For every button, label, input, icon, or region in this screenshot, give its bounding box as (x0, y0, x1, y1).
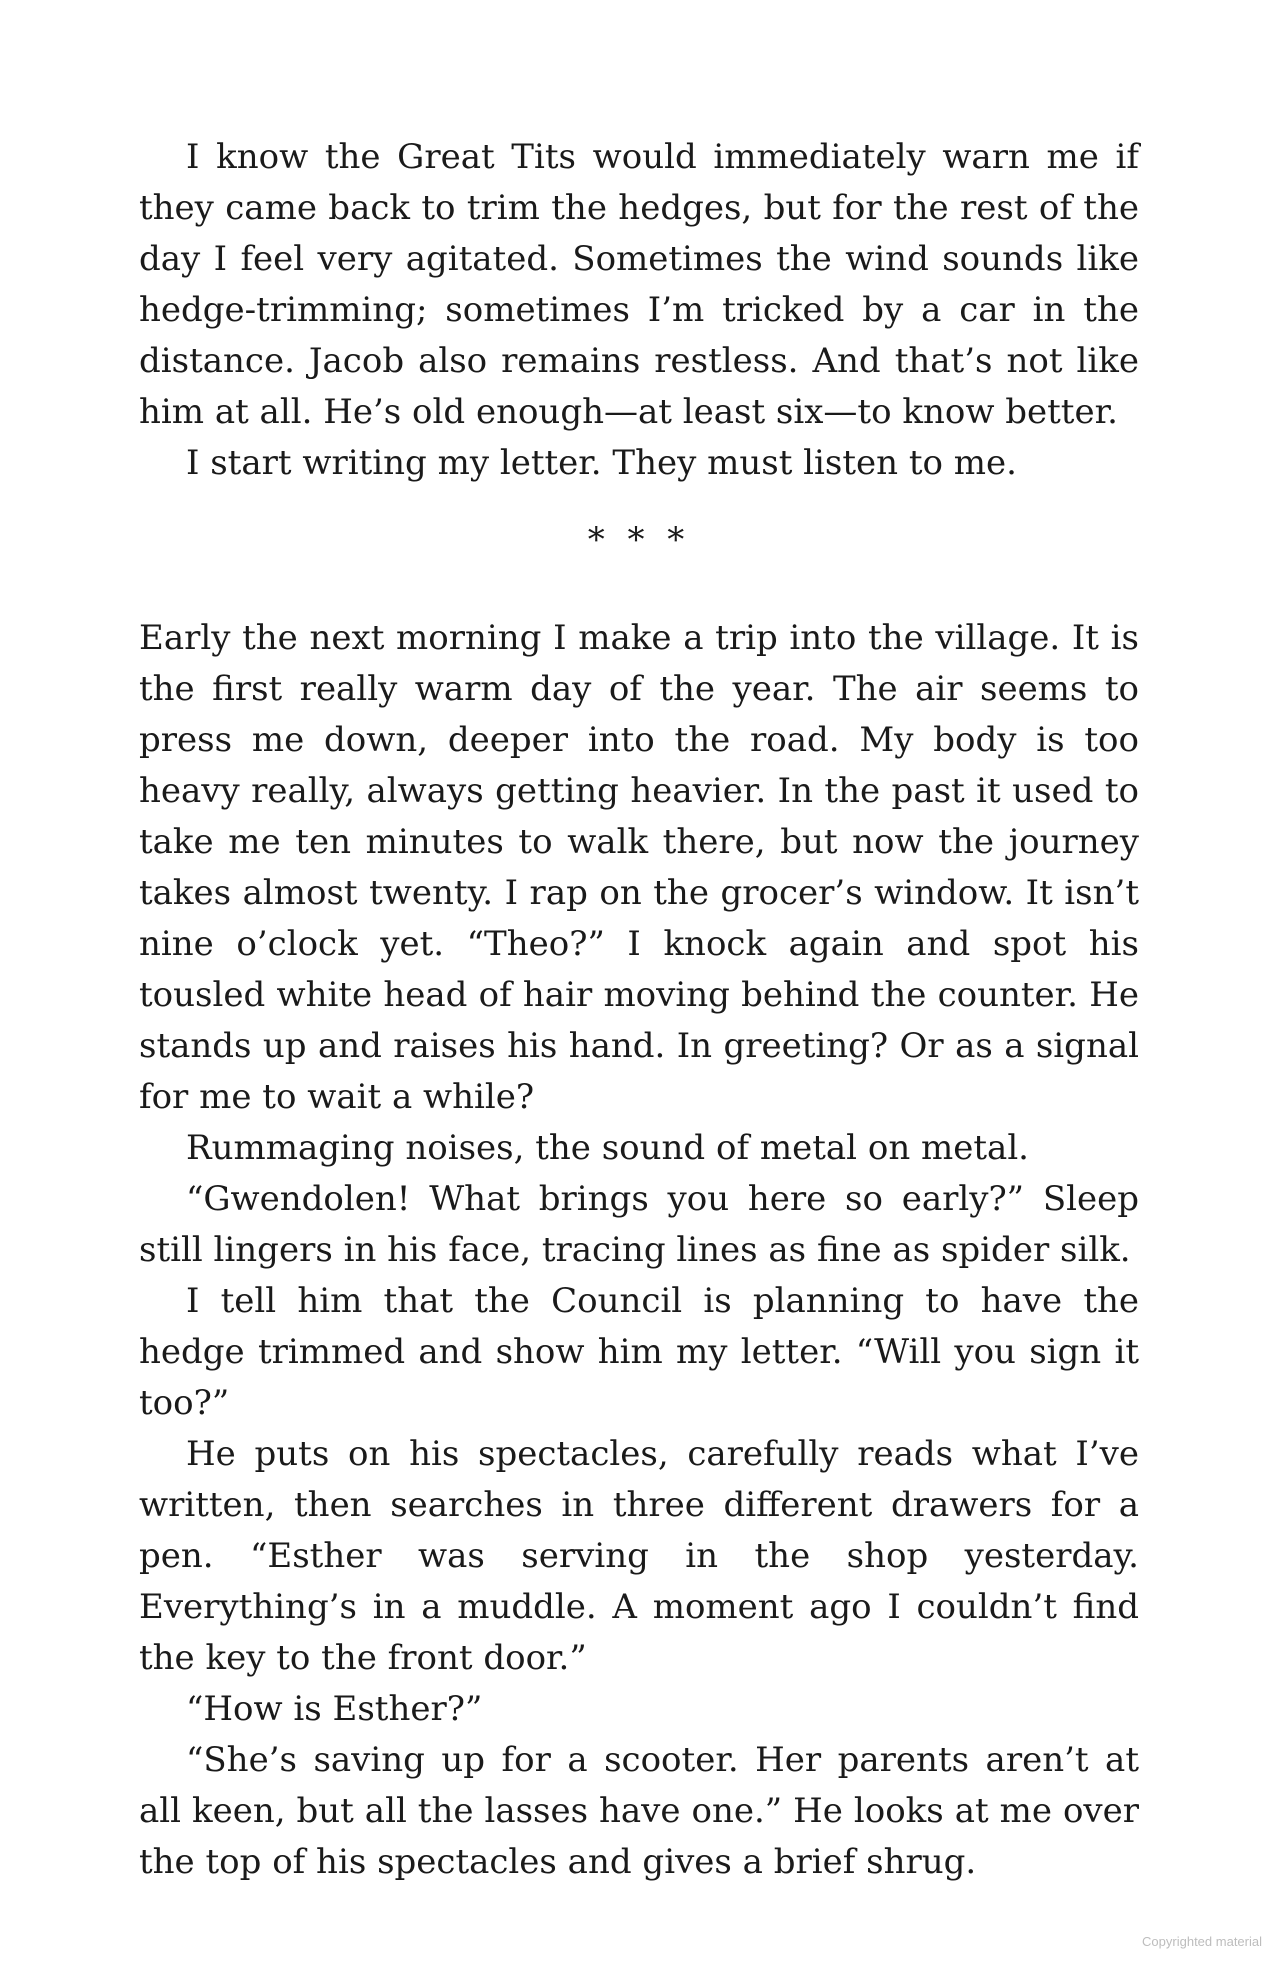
paragraph: I tell him that the Council is planning to have the hedge trimmed and show him my letter. “Will you sign it too?” (139, 1281, 1139, 1423)
book-page (139, 132, 1139, 1888)
paragraph: Early the next morning I make a trip into the village. It is the first really warm day of the year. The air seems to press me down, deeper into the road. My body is too heavy really, always getting heavier. In the past it used to take me ten minutes to walk there, but now the journey takes almost twenty. I rap on the grocer’s window. It isn’t nine o’clock yet. “Theo?” I knock again and spot his tousled white head of hair moving behind the counter. He stands up and raises his hand. In greeting? Or as a signal for me to wait a while? (139, 618, 1139, 1117)
scene-break: * * * (587, 520, 691, 560)
paragraph: I start writing my letter. They must listen to me. (186, 443, 1017, 483)
paragraph: He puts on his spectacles, carefully reads what I’ve written, then searches in three different drawers for a pen. “Esther was serving in the shop yesterday. Everything’s in a muddle. A moment ago I couldn’t find the key to the front door.” (139, 1434, 1139, 1678)
paragraph: “She’s saving up for a scooter. Her parents aren’t at all keen, but all the lasses have one.” He looks at me over the top of his spectacles and gives a brief shrug. (139, 1740, 1139, 1882)
paragraph: Rummaging noises, the sound of metal on metal. (186, 1128, 1029, 1168)
paragraph: “How is Esther?” (186, 1689, 483, 1729)
paragraph: “Gwendolen! What brings you here so early?” Sleep still lingers in his face, tracing lines as fine as spider silk. (139, 1179, 1139, 1270)
paragraph: I know the Great Tits would immediately warn me if they came back to trim the hedges, but for the rest of the day I feel very agitated. Sometimes the wind sounds like hedge-trimming; sometimes I’m tricked by a car in the distance. Jacob also remains restless. And that’s not like him at all. He’s old enough—at least six—to know better. (139, 137, 1139, 432)
copyright-watermark: Copyrighted material (1142, 1934, 1262, 1949)
